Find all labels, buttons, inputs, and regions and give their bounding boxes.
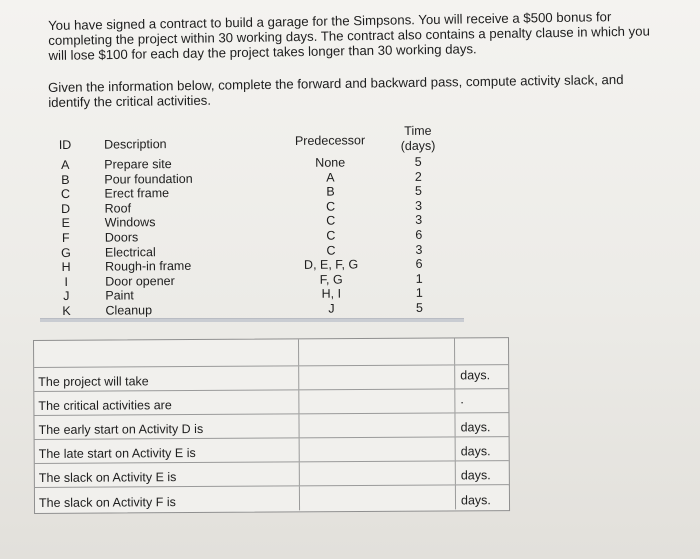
row-predecessor: C (326, 199, 336, 214)
question-row (35, 461, 509, 488)
row-description: Windows (104, 215, 156, 231)
unit-label: days. (460, 444, 491, 459)
row-id: B (61, 172, 70, 187)
row-description: Doors (104, 230, 139, 245)
answer-input-cell[interactable] (300, 437, 456, 461)
row-time: 5 (415, 300, 424, 315)
row-description: Cleanup (105, 303, 153, 318)
table-divider (40, 318, 464, 322)
question-row (34, 365, 508, 392)
row-time: 6 (415, 227, 423, 242)
row-id: D (61, 201, 71, 216)
row-predecessor: H, I (321, 286, 342, 302)
row-time: 3 (415, 198, 423, 213)
row-predecessor: J (328, 301, 335, 316)
question-row (34, 413, 508, 440)
question-label: The critical activities are (38, 398, 172, 413)
answer-grid (33, 337, 510, 514)
answer-input-cell[interactable] (299, 389, 455, 413)
question-label: The slack on Activity E is (38, 470, 177, 485)
answer-input-cell[interactable] (300, 485, 456, 510)
row-id: F (61, 230, 70, 245)
answer-input-cell[interactable] (299, 413, 455, 437)
row-id: E (61, 216, 70, 231)
row-id: H (61, 260, 71, 275)
problem-intro: You have signed a contract to build a garage for the Simpsons. You will receive a $500 bonus for completing the project within 30 working days. The contract also contains a penalty clause in which you will lose $100 for each day the project takes longer than 30 working days. (48, 9, 650, 63)
row-id: G (61, 245, 71, 260)
row-description: Rough-in frame (105, 259, 192, 274)
row-time: 1 (415, 271, 423, 286)
header-time-unit: (days) (400, 138, 436, 154)
row-predecessor: F, G (319, 272, 343, 287)
answer-grid-header-row (34, 338, 508, 368)
header-predecessor: Predecessor (294, 133, 366, 148)
row-time: 1 (415, 286, 423, 301)
question-row (34, 389, 508, 416)
header-id: ID (58, 137, 72, 153)
answer-input-cell[interactable] (299, 365, 455, 389)
problem-instruction: Given the information below, complete the forward and backward pass, compute activity slack, and identify the critical activities. (48, 71, 624, 110)
question-label: The early start on Activity D is (38, 421, 204, 437)
row-predecessor: C (326, 243, 336, 258)
answer-input-cell[interactable] (300, 461, 456, 485)
row-predecessor: D, E, F, G (303, 257, 359, 273)
header-time: Time (404, 123, 432, 138)
row-id: K (62, 303, 71, 318)
unit-label: days. (460, 493, 491, 508)
row-description: Prepare site (104, 157, 172, 172)
row-description: Erect frame (104, 186, 170, 201)
row-predecessor: B (326, 184, 335, 199)
row-description: Door opener (105, 273, 175, 289)
row-predecessor: C (326, 213, 336, 229)
header-description: Description (103, 137, 167, 152)
row-time: 6 (415, 257, 423, 272)
unit-label: days. (460, 368, 491, 383)
row-id: C (60, 187, 71, 202)
row-description: Paint (105, 288, 134, 304)
row-id: J (63, 289, 70, 304)
question-label: The slack on Activity F is (38, 495, 176, 510)
unit-label: days. (460, 468, 491, 483)
row-description: Roof (104, 201, 132, 216)
row-id: A (60, 157, 70, 172)
row-description: Pour foundation (104, 171, 193, 187)
row-time: 3 (415, 213, 423, 228)
row-description: Electrical (104, 244, 156, 260)
row-id: I (64, 274, 69, 289)
question-row (35, 437, 509, 464)
blank-cell (34, 339, 299, 367)
row-time: 5 (414, 184, 422, 199)
row-predecessor: None (315, 155, 346, 170)
row-time: 3 (415, 242, 423, 257)
row-predecessor: A (326, 170, 335, 185)
unit-label: . (460, 392, 464, 407)
question-label: The project will take (38, 374, 149, 389)
row-time: 2 (414, 169, 422, 184)
row-time: 5 (414, 154, 422, 169)
unit-label: days. (460, 420, 491, 435)
question-row (35, 485, 509, 512)
question-label: The late start on Activity E is (38, 446, 196, 461)
blank-cell (299, 338, 455, 365)
blank-cell (455, 338, 508, 364)
row-predecessor: C (326, 228, 336, 243)
